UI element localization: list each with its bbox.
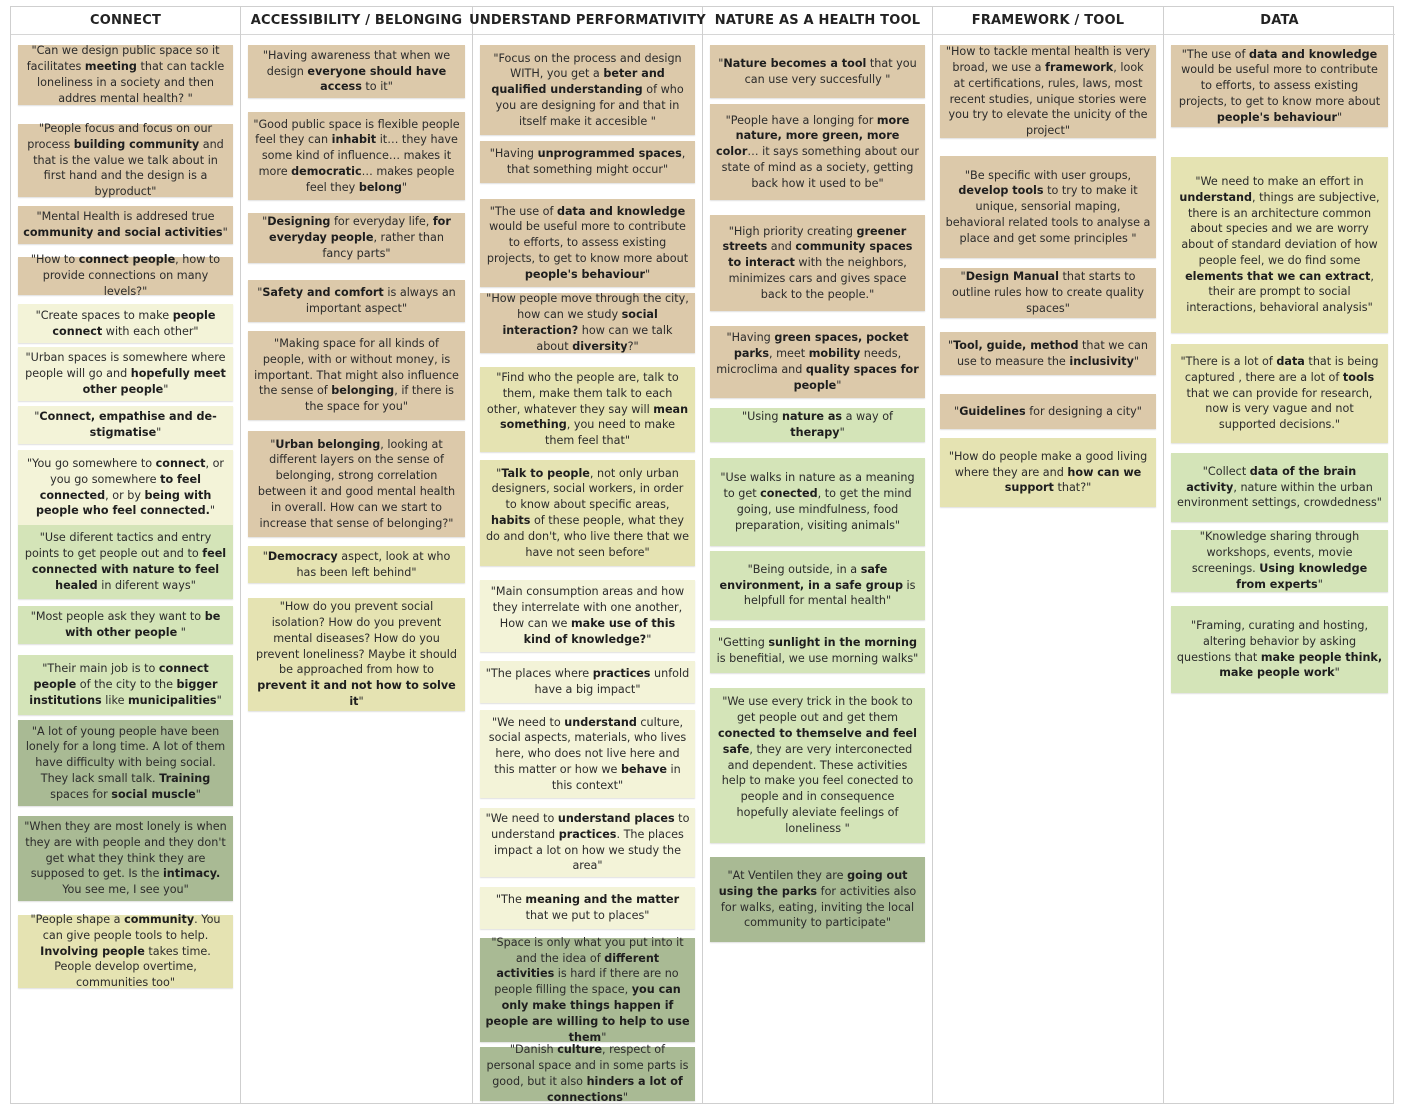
column-header: FRAMEWORK / TOOL bbox=[933, 7, 1163, 35]
sticky-note-text: "Can we design public space so it facilitates meeting that can tackle loneliness in a society and then addres mental health? " bbox=[26, 44, 225, 105]
sticky-note[interactable] bbox=[940, 438, 1156, 507]
sticky-note[interactable] bbox=[480, 141, 695, 183]
sticky-note-text: "At Ventilen they are going out using the parks for activities also for walks, eating, inviting the local community to participate" bbox=[718, 868, 917, 930]
sticky-note-text: "We need to make an effort in understand, things are subjective, there is an architecture common about species and we are worry about of standard deviation of how people feel, we do find some elements that we can extract, their are prompt to social interactions, behavioral analysis" bbox=[1179, 174, 1380, 315]
sticky-note[interactable] bbox=[480, 460, 695, 566]
sticky-note[interactable] bbox=[480, 367, 695, 452]
sticky-note[interactable] bbox=[18, 206, 233, 244]
column-5 bbox=[933, 7, 1164, 1103]
sticky-note-text: "Mental Health is addresed true community and social activities" bbox=[23, 210, 228, 239]
sticky-note[interactable] bbox=[940, 394, 1156, 429]
sticky-note[interactable] bbox=[18, 720, 233, 806]
sticky-note[interactable] bbox=[18, 655, 233, 715]
sticky-note[interactable] bbox=[18, 816, 233, 901]
sticky-note[interactable] bbox=[480, 45, 695, 135]
sticky-note[interactable] bbox=[1171, 157, 1388, 333]
sticky-note-text: "Space is only what you put into it and the idea of different activities is hard if there are no people filling the space, you can only make things happen if people are willing to help to use them" bbox=[485, 935, 690, 1044]
sticky-note[interactable] bbox=[18, 606, 233, 644]
sticky-note[interactable] bbox=[18, 45, 233, 105]
sticky-note-text: "People focus and focus on our process building community and that is the value we talk about in first hand and the design is a byproduct" bbox=[27, 122, 224, 199]
sticky-note[interactable] bbox=[1171, 530, 1388, 592]
sticky-note-text: "Talk to people, not only urban designers, social workers, in order to know about specific areas, habits of these people, what they do and don't, who live there that we have not seen before" bbox=[485, 466, 690, 559]
sticky-note-text: "The places where practices unfold have a big impact" bbox=[485, 667, 690, 696]
sticky-note[interactable] bbox=[248, 213, 465, 263]
sticky-note-text: "Most people ask they want to be with other people " bbox=[30, 610, 221, 639]
sticky-note-text: "People shape a community. You can give people tools to help. Involving people takes time. People develop overtime, communities too" bbox=[30, 913, 221, 990]
column-header: CONNECT bbox=[11, 7, 240, 35]
sticky-note-text: "Nature becomes a tool that you can use very succesfully " bbox=[718, 56, 917, 86]
sticky-note[interactable] bbox=[248, 331, 465, 420]
sticky-note[interactable] bbox=[18, 253, 233, 298]
sticky-note[interactable] bbox=[1171, 453, 1388, 522]
sticky-note-text: "How do you prevent social isolation? How do you prevent mental diseases? How do you prevent loneliness? Maybe it should be approached from how to prevent it and not how to solve it" bbox=[256, 600, 457, 708]
column-3 bbox=[469, 7, 706, 1104]
sticky-note-text: "Their main job is to connect people of the city to the bigger institutions like municipalities" bbox=[29, 662, 222, 707]
affinity-board bbox=[10, 6, 1394, 1104]
sticky-note[interactable] bbox=[940, 45, 1156, 138]
sticky-note[interactable] bbox=[248, 45, 465, 98]
sticky-note[interactable] bbox=[710, 688, 925, 843]
sticky-note[interactable] bbox=[940, 268, 1156, 318]
sticky-note[interactable] bbox=[248, 598, 465, 711]
sticky-note[interactable] bbox=[480, 661, 695, 703]
sticky-note-text: "There is a lot of data that is being captured , there are a lot of tools that we can provide for research, now is very vague and not supported decisions." bbox=[1180, 355, 1379, 432]
sticky-note-text: "Be specific with user groups, develop tools to try to make it unique, sensorial maping, behavioral related tools to analyse a place and get some principles " bbox=[945, 168, 1151, 245]
column-header: DATA bbox=[1164, 7, 1395, 35]
sticky-note-text: "Making space for all kinds of people, with or without money, is important. That might also influence the sense of belonging, if there is the space for you" bbox=[254, 337, 459, 414]
sticky-note-text: "Using nature as a way of therapy" bbox=[741, 410, 893, 439]
sticky-note-text: "Focus on the process and design WITH, you get a beter and qualified understanding of who you are designing for and that in itself make it accesible " bbox=[491, 51, 684, 128]
sticky-note[interactable] bbox=[480, 199, 695, 287]
sticky-note-text: "How people move through the city, how can we study social interaction? how can we talk about diversity?" bbox=[486, 292, 689, 353]
column-header: ACCESSIBILITY / BELONGING bbox=[241, 7, 472, 35]
sticky-note-text: "Being outside, in a safe environment, in a safe group is helpfull for mental health" bbox=[719, 562, 916, 608]
sticky-note[interactable] bbox=[1171, 344, 1388, 443]
sticky-note-text: "The meaning and the matter that we put to places" bbox=[495, 893, 680, 922]
sticky-note-text: "Use diferent tactics and entry points to get people out and to feel connected with nature to feel healed in diferent ways" bbox=[24, 531, 227, 592]
sticky-note-text: "Guidelines for designing a city" bbox=[954, 404, 1142, 418]
sticky-note[interactable] bbox=[18, 450, 233, 525]
sticky-note-text: "Connect, empathise and de-stigmatise" bbox=[34, 410, 217, 439]
sticky-note[interactable] bbox=[480, 1043, 695, 1104]
sticky-note[interactable] bbox=[480, 710, 695, 798]
sticky-note[interactable] bbox=[710, 551, 925, 620]
sticky-note-text: "Tool, guide, method that we can use to measure the inclusivity" bbox=[948, 338, 1148, 368]
sticky-note-text: "We need to understand culture, social aspects, materials, who lives here, who does not live here and this matter or how we behave in this context" bbox=[488, 715, 687, 792]
sticky-note-text: "We need to understand places to understand practices. The places impact a lot on how we study the area" bbox=[485, 811, 690, 873]
sticky-note-text: "Main consumption areas and how they interrelate with one another, How can we make use of this kind of knowledge?" bbox=[490, 585, 685, 646]
column-6 bbox=[1164, 7, 1395, 1103]
sticky-note[interactable] bbox=[710, 408, 925, 442]
sticky-note[interactable] bbox=[248, 546, 465, 583]
sticky-note-text: "How to connect people, how to provide connections on many levels?" bbox=[30, 253, 221, 298]
column-1 bbox=[11, 7, 241, 1103]
sticky-note[interactable] bbox=[18, 124, 233, 197]
sticky-note-text: "The use of data and knowledge would be useful more to contribute to efforts, to assess existing projects, to get to know more about people's behaviour" bbox=[486, 204, 689, 281]
sticky-note[interactable] bbox=[480, 887, 695, 929]
sticky-note-text: "The use of data and knowledge would be useful more to contribute to efforts, to assess existing projects, to get to know more about people's behaviour" bbox=[1178, 47, 1381, 124]
sticky-note-text: "Getting sunlight in the morning is benefitial, we use morning walks" bbox=[716, 635, 919, 665]
sticky-note[interactable] bbox=[710, 326, 925, 398]
sticky-note[interactable] bbox=[710, 215, 925, 311]
sticky-note[interactable] bbox=[248, 431, 465, 537]
sticky-note-text: "Having green spaces, pocket parks, meet mobility needs, microclima and quality spaces for people" bbox=[716, 331, 919, 392]
sticky-note[interactable] bbox=[18, 525, 233, 599]
sticky-note-text: "Democracy aspect, look at who has been left behind" bbox=[262, 549, 451, 579]
sticky-note[interactable] bbox=[18, 304, 233, 343]
column-2 bbox=[241, 7, 473, 1103]
sticky-note[interactable] bbox=[710, 104, 925, 200]
column-4 bbox=[703, 7, 933, 1103]
sticky-note[interactable] bbox=[480, 293, 695, 353]
sticky-note-text: "Use walks in nature as a meaning to get conected, to get the mind going, use mindfulness, food preparation, visiting animals" bbox=[720, 471, 915, 532]
sticky-note-text: "Urban belonging, looking at different layers on the sense of belonging, strong correlation between it and good mental health in overall. How can we start to increase that sense of belonging?" bbox=[257, 437, 456, 530]
column-header: NATURE AS A HEALTH TOOL bbox=[703, 7, 932, 35]
sticky-note-text: "Having unprogrammed spaces, that something might occur" bbox=[489, 147, 686, 176]
sticky-note-text: "Urban spaces is somewhere where people will go and hopefully meet other people" bbox=[25, 351, 226, 396]
sticky-note[interactable] bbox=[480, 580, 695, 652]
sticky-note[interactable] bbox=[940, 156, 1156, 258]
sticky-note-text: "People have a longing for more nature, more green, more color… it says something about our state of mind as a society, getting back how it used to be" bbox=[715, 113, 919, 190]
sticky-note[interactable] bbox=[18, 915, 233, 988]
sticky-note[interactable] bbox=[710, 458, 925, 546]
sticky-note[interactable] bbox=[248, 280, 465, 322]
sticky-note-text: "When they are most lonely is when they are with people and they don't get what they think they are supposed to get. Is the intimacy. You see me, I see you" bbox=[24, 820, 227, 897]
sticky-note[interactable] bbox=[710, 628, 925, 673]
sticky-note-text: "Create spaces to make people connect with each other" bbox=[35, 308, 216, 338]
sticky-note-text: "How to tackle mental health is very broad, we use a framework, look at certifications, rules, laws, most recent studies, unique stories were you try to elevate the unicity of the project" bbox=[945, 45, 1151, 138]
sticky-note-text: "We use every trick in the book to get people out and get them conected to themselve and feel safe, they are very interconected and dependent. These activities help to make you feel conected to people and in consequence hopefully aleviate feelings of loneliness " bbox=[718, 695, 917, 835]
column-header: UNDERSTAND PERFORMATIVITY bbox=[473, 7, 702, 35]
sticky-note-text: "You go somewhere to connect, or you go somewhere to feel connected, or by being with people who feel connected." bbox=[26, 456, 225, 518]
sticky-note[interactable] bbox=[940, 332, 1156, 375]
sticky-note[interactable] bbox=[480, 808, 695, 877]
sticky-note-text: "Having awareness that when we design everyone should have access to it" bbox=[262, 48, 451, 94]
sticky-note[interactable] bbox=[710, 45, 925, 98]
sticky-note[interactable] bbox=[710, 857, 925, 942]
sticky-note-text: "Design Manual that starts to outline rules how to create quality spaces" bbox=[952, 270, 1144, 315]
sticky-note-text: "How do people make a good living where they are and how can we support that?" bbox=[948, 449, 1148, 495]
sticky-note-text: "Danish culture, respect of personal space and in some parts is good, but it also hinders a lot of connections" bbox=[486, 1043, 689, 1104]
sticky-note[interactable] bbox=[18, 406, 233, 444]
sticky-note[interactable] bbox=[1171, 606, 1388, 693]
sticky-note-text: "Collect data of the brain activity, nature within the urban environment settings, crowdedness" bbox=[1177, 464, 1382, 510]
sticky-note-text: "High priority creating greener streets and community spaces to interact with the neighbors, minimizes cars and gives space back to the people." bbox=[722, 224, 913, 301]
sticky-note[interactable] bbox=[1171, 45, 1388, 127]
sticky-note[interactable] bbox=[248, 112, 465, 200]
sticky-note-text: "Safety and comfort is always an important aspect" bbox=[257, 286, 456, 315]
sticky-note-text: "A lot of young people have been lonely for a long time. A lot of them have difficulty with being social. They lack small talk. Training spaces for social muscle" bbox=[25, 724, 226, 801]
sticky-note[interactable] bbox=[18, 347, 233, 401]
sticky-note[interactable] bbox=[480, 935, 695, 1044]
sticky-note-text: "Framing, curating and hosting, altering behavior by asking questions that make people think, make people work" bbox=[1176, 618, 1383, 680]
sticky-note-text: "Designing for everyday life, for everyday people, rather than fancy parts" bbox=[262, 215, 451, 260]
sticky-note-text: "Find who the people are, talk to them, make them talk to each other, whatever they say will mean something, you need to make them feel that" bbox=[486, 371, 689, 448]
sticky-note-text: "Good public space is flexible people feel they can inhabit it… they have some kind of influence… makes it more democratic… makes people feel they belong" bbox=[253, 117, 460, 194]
sticky-note-text: "Knowledge sharing through workshops, events, movie screenings. Using knowledge from experts" bbox=[1191, 530, 1368, 591]
